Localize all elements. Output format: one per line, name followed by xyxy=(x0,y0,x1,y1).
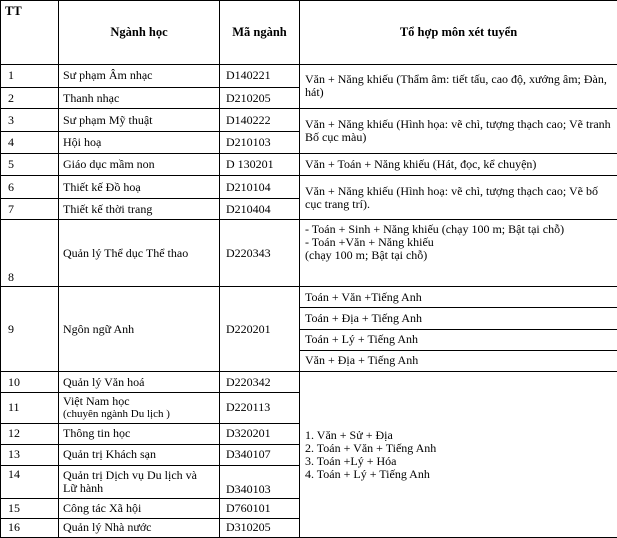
combination: Văn + Địa + Tiếng Anh xyxy=(300,350,617,371)
major-code: D220201 xyxy=(220,287,300,372)
major-name: Quản lý Nhà nước xyxy=(59,518,220,537)
major-name-main: Việt Nam học xyxy=(63,393,130,408)
row-number: 15 xyxy=(1,499,59,518)
row-number: 12 xyxy=(1,423,59,444)
header-tt: TT xyxy=(1,1,59,65)
row-number: 13 xyxy=(1,444,59,465)
combination-line: (chạy 100 m; Bật tại chỗ) xyxy=(305,248,428,263)
major-code: D210104 xyxy=(220,175,300,198)
major-name: Hội hoạ xyxy=(59,132,220,153)
major-name-sub: Lữ hành xyxy=(63,481,104,496)
row-number: 2 xyxy=(1,87,59,108)
major-name: Thông tin học xyxy=(59,423,220,444)
row-number: 6 xyxy=(1,175,59,198)
header-code: Mã ngành xyxy=(220,1,300,65)
major-code: D340103 xyxy=(220,466,300,499)
row-number: 10 xyxy=(1,372,59,393)
combination-line: 2. Toán + Văn + Tiếng Anh xyxy=(305,440,437,455)
row-number: 8 xyxy=(1,220,59,287)
major-name: Giáo dục mầm non xyxy=(59,153,220,175)
major-code: D320201 xyxy=(220,423,300,444)
combination: Văn + Năng khiếu (Hình hoạ: vẽ chì, tượng thạch cao; Vẽ bố cục trang trí). xyxy=(300,175,617,219)
combination: Văn + Toán + Năng khiếu (Hát, đọc, kể chuyện) xyxy=(300,153,617,175)
major-name: Ngôn ngữ Anh xyxy=(59,287,220,372)
major-code: D210205 xyxy=(220,87,300,108)
major-name: Thiết kế thời trang xyxy=(59,199,220,220)
header-row xyxy=(1,1,617,65)
combination-line: - Toán +Văn + Năng khiếu xyxy=(305,235,434,250)
row-number: 14 xyxy=(1,466,59,499)
major-name: Quản trị Khách sạn xyxy=(59,444,220,465)
major-code: D220342 xyxy=(220,372,300,393)
major-name-main: Quản trị Dịch vụ Du lịch và xyxy=(63,468,197,483)
combination: Toán + Lý + Tiếng Anh xyxy=(300,329,617,350)
table-row xyxy=(1,109,617,132)
table-row xyxy=(1,153,617,175)
row-number: 9 xyxy=(1,287,59,372)
major-code: D140221 xyxy=(220,64,300,87)
major-code: D220343 xyxy=(220,220,300,287)
combination-line: 4. Toán + Lý + Tiếng Anh xyxy=(305,466,430,481)
major-code: D220113 xyxy=(220,393,300,423)
table-row xyxy=(1,287,617,308)
combination-line: 3. Toán +Lý + Hóa xyxy=(305,453,397,468)
table-row xyxy=(1,220,617,287)
major-name: Quản lý Văn hoá xyxy=(59,372,220,393)
major-code: D210103 xyxy=(220,132,300,153)
header-combination: Tổ hợp môn xét tuyển xyxy=(300,1,617,65)
combination xyxy=(300,220,617,287)
major-code: D340107 xyxy=(220,444,300,465)
header-major: Ngành học xyxy=(59,1,220,65)
combination-line: - Toán + Sinh + Năng khiếu (chạy 100 m; Bật tại chỗ) xyxy=(305,222,565,237)
major-code: D760101 xyxy=(220,499,300,518)
major-code: D 130201 xyxy=(220,153,300,175)
major-name: Thanh nhạc xyxy=(59,87,220,108)
major-name: Quản lý Thể dục Thể thao xyxy=(59,220,220,287)
major-name xyxy=(59,393,220,423)
row-number: 5 xyxy=(1,153,59,175)
combination-line: 1. Văn + Sử + Địa xyxy=(305,427,393,442)
major-code: D140222 xyxy=(220,109,300,132)
major-code: D210404 xyxy=(220,199,300,220)
combination: Văn + Năng khiếu (Thẩm âm: tiết tấu, cao độ, xướng âm; Đàn, hát) xyxy=(300,64,617,108)
row-number: 16 xyxy=(1,518,59,537)
table-row xyxy=(1,372,617,393)
table-row xyxy=(1,64,617,87)
row-number: 3 xyxy=(1,109,59,132)
row-number: 4 xyxy=(1,132,59,153)
major-code: D310205 xyxy=(220,518,300,537)
major-name: Thiết kế Đồ hoạ xyxy=(59,175,220,198)
major-name: Sư phạm Âm nhạc xyxy=(59,64,220,87)
table-row xyxy=(1,175,617,198)
combination: Toán + Văn +Tiếng Anh xyxy=(300,287,617,308)
major-name: Sư phạm Mỹ thuật xyxy=(59,109,220,132)
combination: Văn + Năng khiếu (Hình họa: vẽ chì, tượng thạch cao; Vẽ tranh Bố cục màu) xyxy=(300,109,617,153)
major-name-sub: (chuyên ngành Du lịch ) xyxy=(63,407,170,420)
combination: Toán + Địa + Tiếng Anh xyxy=(300,308,617,329)
row-number: 11 xyxy=(1,393,59,423)
combination xyxy=(300,372,617,538)
row-number: 1 xyxy=(1,64,59,87)
row-number: 7 xyxy=(1,199,59,220)
major-name xyxy=(59,466,220,499)
major-name: Công tác Xã hội xyxy=(59,499,220,518)
